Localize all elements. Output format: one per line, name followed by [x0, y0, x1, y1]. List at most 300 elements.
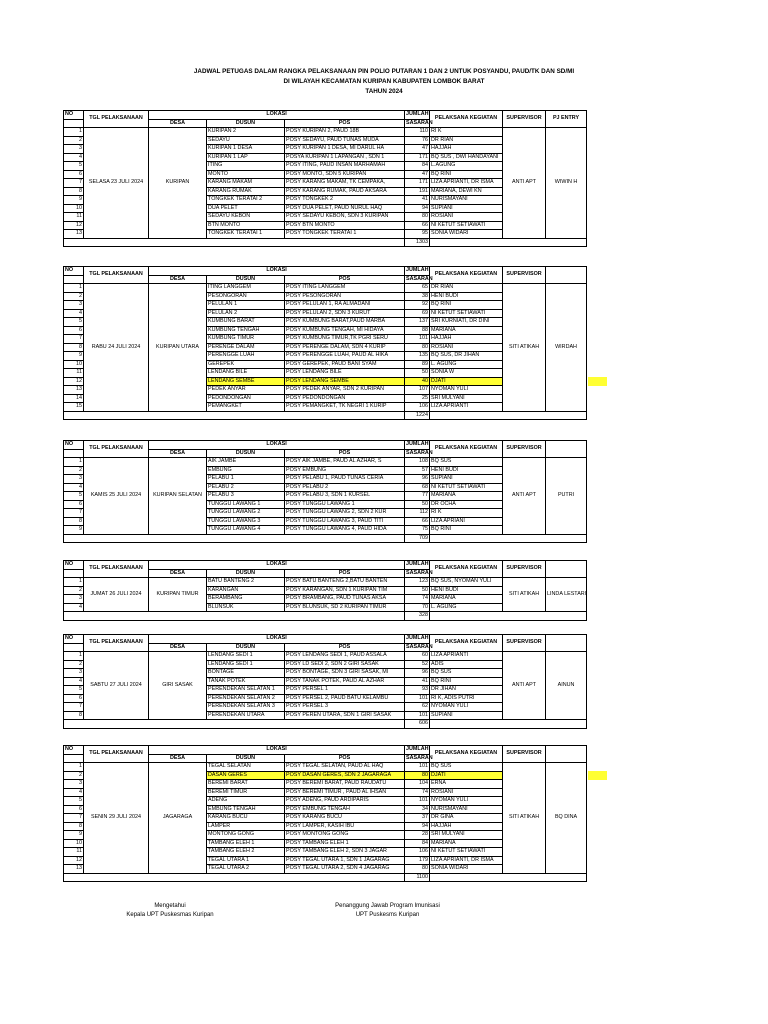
pos-cell: POSY PELABU 3, SDN 1 KURSEL: [285, 492, 405, 501]
supervisor-name: SITI ATIKAH: [503, 284, 546, 412]
row-no: 1: [64, 763, 84, 772]
sasaran-cell: 52: [405, 660, 430, 669]
dusun-cell: KARANGAN: [207, 586, 285, 595]
header-pelaksana: PELAKSANA KEGIATAN: [430, 267, 503, 284]
header-tgl: TGL PELAKSANAAN: [84, 635, 149, 652]
header-pos: POS: [285, 643, 405, 652]
pos-cell: POSY TUNGGU LAWANG 1: [285, 500, 405, 509]
row-no: 12: [64, 221, 84, 230]
header-tgl: TGL PELAKSANAAN: [84, 561, 149, 578]
sasaran-cell: 50: [405, 500, 430, 509]
row-no: 5: [64, 686, 84, 695]
header-no: NO: [64, 561, 84, 570]
sasaran-cell: 101: [405, 694, 430, 703]
pelaksana-cell: ROSIANI: [430, 213, 503, 222]
pelaksana-cell: HENI BUDI: [430, 292, 503, 301]
pelaksana-cell: RI K: [430, 128, 503, 137]
header-row: [64, 267, 587, 276]
pelaksana-cell: SRI MULYANI: [430, 394, 503, 403]
pj-entry-name: PUTRI: [546, 458, 587, 535]
sasaran-cell: 47: [405, 170, 430, 179]
dusun-cell: TUNGGU LAWANG 3: [207, 517, 285, 526]
dusun-cell: TONGKEK TERATAI 1: [207, 230, 285, 239]
sasaran-cell: 106: [405, 403, 430, 412]
dusun-cell: PELABU 3: [207, 492, 285, 501]
header-dusun: DUSUN: [207, 119, 285, 128]
footer-left-line-1: Mengetahui: [154, 903, 186, 909]
dusun-cell: MONTO: [207, 170, 285, 179]
pelaksana-cell: ROSIANI: [430, 788, 503, 797]
header-sasaran: SASARAN: [406, 119, 433, 126]
sasaran-cell: 96: [405, 669, 430, 678]
pelaksana-cell: NI KETUT SETIAWATI: [430, 848, 503, 857]
footer-right-line-1: Penanggung Jawab Program Imunisasi: [335, 903, 440, 909]
schedule-table-6: [63, 745, 587, 882]
sasaran-cell: 93: [405, 686, 430, 695]
header-dusun: DUSUN: [207, 449, 285, 458]
header-jumlah: JUMLAH: [406, 267, 429, 273]
total-row: [64, 534, 587, 543]
header-blank: [64, 449, 84, 458]
header-lokasi: LOKASI: [149, 441, 405, 450]
sasaran-cell: 171: [405, 179, 430, 188]
dusun-cell: TEGAL SELATAN: [207, 763, 285, 772]
pos-cell: POSY BRAMBANG, PAUD TUNAS AKSA: [285, 595, 405, 604]
total-blank-right: [430, 720, 587, 729]
pelaksana-cell: SUPIANI: [430, 475, 503, 484]
total-blank: [64, 534, 405, 543]
dusun-cell: PELULAN 2: [207, 309, 285, 318]
pos-cell: POSY MONTONG GONG: [285, 831, 405, 840]
schedule-table-2: [63, 266, 587, 420]
total-blank-right: [430, 534, 587, 543]
header-supervisor: SUPERVISOR: [503, 746, 546, 763]
pos-cell: POSY TAMBANG ELEH 1: [285, 839, 405, 848]
row-no: 4: [64, 603, 84, 612]
pj-entry-name: BQ DINA: [546, 763, 587, 874]
header-blank: [64, 275, 84, 284]
schedule-table-1: [63, 110, 587, 247]
header-tgl: TGL PELAKSANAAN: [84, 746, 149, 763]
pelaksana-cell: DR OCHA: [430, 500, 503, 509]
pelaksana-cell: HAJJAH: [430, 145, 503, 154]
pelaksana-cell: MARIANA: [430, 839, 503, 848]
total-sasaran: 1224: [405, 411, 430, 420]
row-no: 8: [64, 822, 84, 831]
total-sasaran: 709: [405, 534, 430, 543]
header-tgl: TGL PELAKSANAAN: [84, 441, 149, 458]
sasaran-cell: 65: [405, 284, 430, 293]
pelaksana-cell: BQ RINI: [430, 170, 503, 179]
pj-entry-name: AINUN: [546, 652, 587, 720]
dusun-cell: BTN MONTO: [207, 221, 285, 230]
pelaksana-cell: BQ RINI: [430, 526, 503, 535]
pos-cell: POSY KURIPAN 2, PAUD 18B: [285, 128, 405, 137]
dusun-cell: ITING LANGGEM: [207, 284, 285, 293]
dusun-cell: PELABU 1: [207, 475, 285, 484]
pelaksana-cell: LIZA APRIANTI, DR ISMA: [430, 856, 503, 865]
desa-name: KURIPAN UTARA: [149, 284, 207, 412]
row-no: 2: [64, 136, 84, 145]
pos-cell: POSY ADENG, PAUD ARDIPARIS: [285, 797, 405, 806]
sasaran-cell: 123: [405, 578, 430, 587]
row-no: 4: [64, 788, 84, 797]
row-no: 2: [64, 292, 84, 301]
row-no: 8: [64, 187, 84, 196]
sasaran-cell: 106: [405, 848, 430, 857]
sasaran-cell: 108: [405, 458, 430, 467]
dusun-cell: LENDANG SEMBE: [207, 377, 285, 386]
pj-entry-name: WIWIN H: [546, 128, 587, 239]
header-sasaran: SASARAN: [406, 449, 433, 456]
schedule-table-5: [63, 634, 587, 729]
pelaksana-cell: DR GINA: [430, 814, 503, 823]
pos-cell: POSY PEDEK ANYAR, SDN 2 KURIPAN: [285, 386, 405, 395]
pelaksana-cell: DR RIAN: [430, 284, 503, 293]
dusun-cell: TONGKEK TERATAI 2: [207, 196, 285, 205]
pelaksana-cell: SONIA WIDARI: [430, 865, 503, 874]
tgl-pelaksanaan: RABU 24 JULI 2024: [84, 284, 149, 412]
header-lokasi: LOKASI: [149, 111, 405, 120]
row-no: 7: [64, 703, 84, 712]
header-sasaran: SASARAN: [406, 754, 433, 761]
header-lokasi: LOKASI: [149, 267, 405, 276]
total-blank: [64, 238, 405, 247]
sasaran-cell: 60: [405, 652, 430, 661]
table-row: [64, 458, 587, 467]
sasaran-cell: 107: [405, 386, 430, 395]
dusun-cell: BLUNSUK: [207, 603, 285, 612]
pelaksana-cell: HENI BUDI: [430, 586, 503, 595]
row-no: 1: [64, 458, 84, 467]
total-blank: [64, 873, 405, 882]
pelaksana-cell: NURISMAYANI: [430, 196, 503, 205]
row-no: 2: [64, 466, 84, 475]
row-no: 4: [64, 309, 84, 318]
pelaksana-cell: NI KETUT SETIAWATI: [430, 309, 503, 318]
pos-cell: POSY TUNGGU LAWANG 3, PAUD TITI: [285, 517, 405, 526]
header-pelaksana: PELAKSANA KEGIATAN: [430, 635, 503, 652]
total-blank-right: [430, 873, 587, 882]
header-dusun: DUSUN: [207, 275, 285, 284]
sasaran-cell: 62: [405, 703, 430, 712]
row-no: 13: [64, 386, 84, 395]
header-blank: [64, 754, 84, 763]
row-no: 4: [64, 677, 84, 686]
dusun-cell: EMBUNG TENGAH: [207, 805, 285, 814]
total-sasaran: 606: [405, 720, 430, 729]
total-row: [64, 612, 587, 621]
pos-cell: POSY PELULAN 1, RA ALMADANI: [285, 301, 405, 310]
row-no: 3: [64, 301, 84, 310]
sasaran-cell: 47: [405, 145, 430, 154]
pelaksana-cell: L. AGUNG: [430, 603, 503, 612]
dusun-cell: KARANG MAKAM: [207, 179, 285, 188]
pos-cell: POSY LENDANG SEMBE: [285, 377, 405, 386]
dusun-cell: EMBUNG: [207, 466, 285, 475]
sasaran-cell: 50: [405, 586, 430, 595]
dusun-cell: PERENGE DALAM: [207, 343, 285, 352]
dusun-cell: LENDANG BILE: [207, 369, 285, 378]
dusun-cell: PELULAN 1: [207, 301, 285, 310]
pos-cell: POSY TEGAL UTARA 2, SDN 4 JAGARAG: [285, 865, 405, 874]
dusun-cell: BEREMI BARAT: [207, 780, 285, 789]
sasaran-cell: 101: [405, 797, 430, 806]
header-desa: DESA: [149, 643, 207, 652]
header-desa: DESA: [149, 119, 207, 128]
footer-right: [320, 902, 455, 920]
row-no: 6: [64, 326, 84, 335]
sasaran-cell: 66: [405, 221, 430, 230]
pelaksana-cell: LIZA APRIANTI: [430, 403, 503, 412]
dusun-cell: DUA PELET: [207, 204, 285, 213]
pelaksana-cell: NI KETUT SETIAWATI: [430, 221, 503, 230]
pelaksana-cell: MARIANA, DEWI KN: [430, 187, 503, 196]
row-no: 3: [64, 780, 84, 789]
header-no: NO: [64, 746, 84, 755]
row-no: 13: [64, 230, 84, 239]
sasaran-cell: 88: [405, 326, 430, 335]
pos-cell: POSY PERENGE DALAM, SDN 4 KURIP: [285, 343, 405, 352]
pos-cell: POSY PERENGGE LUAH, PAUD AL HIKA: [285, 352, 405, 361]
sasaran-cell: 74: [405, 595, 430, 604]
total-row: [64, 720, 587, 729]
header-row: [64, 441, 587, 450]
total-blank: [64, 411, 405, 420]
footer-left: [115, 902, 225, 920]
pos-cell: POSY ITING, PAUD INSAN MARHAMAH: [285, 162, 405, 171]
highlight-marker: [588, 771, 607, 780]
sasaran-cell: 101: [405, 763, 430, 772]
total-row: [64, 873, 587, 882]
header-tgl: TGL PELAKSANAAN: [84, 267, 149, 284]
pelaksana-cell: BQ SUS: [430, 458, 503, 467]
pelaksana-cell: RI K: [430, 509, 503, 518]
pos-cell: POSY TONGKEK 2: [285, 196, 405, 205]
sasaran-cell: 96: [405, 475, 430, 484]
pos-cell: POSY KARANG BUCU: [285, 814, 405, 823]
pos-cell: POSY EMBUNG TENGAH: [285, 805, 405, 814]
header-desa: DESA: [149, 275, 207, 284]
table-row: [64, 578, 587, 587]
supervisor-name: ANTI APT: [503, 128, 546, 239]
tgl-pelaksanaan: SENIN 29 JULI 2024: [84, 763, 149, 874]
sasaran-cell: 37: [405, 814, 430, 823]
row-no: 1: [64, 128, 84, 137]
title-line-2: DI WILAYAH KECAMATAN KURIPAN KABUPATEN LOMBOK BARAT: [283, 78, 485, 85]
pos-cell: POSY TUNGGU LAWANG 2, SDN 2 KUR: [285, 509, 405, 518]
row-no: 2: [64, 660, 84, 669]
row-no: 9: [64, 526, 84, 535]
desa-name: JAGARAGA: [149, 763, 207, 874]
pos-cell: POSY BEREMI TIMUR , PAUD AL IHSAN: [285, 788, 405, 797]
row-no: 6: [64, 170, 84, 179]
pos-cell: POSY KARANGAN, SDN 1 KURIPAN TIM: [285, 586, 405, 595]
supervisor-name: SITI ATIKAH: [503, 578, 546, 612]
dusun-cell: LENDANG SEDI 1: [207, 652, 285, 661]
header-row: [64, 746, 587, 755]
pelaksana-cell: DR JIHAN: [430, 686, 503, 695]
dusun-cell: TEGAL UTARA 1: [207, 856, 285, 865]
desa-name: KURIPAN SELATAN: [149, 458, 207, 535]
footer-right-line-2: UPT Puskesms Kuripan: [355, 912, 420, 918]
total-row: [64, 238, 587, 247]
row-no: 6: [64, 500, 84, 509]
sasaran-cell: 28: [405, 831, 430, 840]
header-pj-entry: [546, 441, 587, 458]
tgl-pelaksanaan: KAMIS 25 JULI 2024: [84, 458, 149, 535]
dusun-cell: KURIPAN 1 DESA: [207, 145, 285, 154]
dusun-cell: KUMBUNG TENGAH: [207, 326, 285, 335]
pelaksana-cell: L. AGUNG: [430, 360, 503, 369]
row-no: 4: [64, 483, 84, 492]
table-row: [64, 284, 587, 293]
row-no: 6: [64, 805, 84, 814]
row-no: 11: [64, 213, 84, 222]
sasaran-cell: 34: [405, 805, 430, 814]
total-sasaran: 328: [405, 612, 430, 621]
total-blank-right: [430, 612, 587, 621]
pos-cell: POSY SEDAYU KEBON, SDN 3 KURIPAN: [285, 213, 405, 222]
sasaran-cell: 70: [405, 603, 430, 612]
pos-cell: POSYA KURIPAN 1 LAPANGAN , SDN 1: [285, 153, 405, 162]
sasaran-cell: 110: [405, 128, 430, 137]
row-no: 3: [64, 595, 84, 604]
supervisor-name: ANTI APT: [503, 652, 546, 720]
pelaksana-cell: BQ SUS: [430, 763, 503, 772]
row-no: 1: [64, 284, 84, 293]
sasaran-cell: 66: [405, 517, 430, 526]
pelaksana-cell: LIZA APRIANTI, DR ISMA: [430, 179, 503, 188]
dusun-cell: MONTONG GONG: [207, 831, 285, 840]
pelaksana-cell: NYOMAN YULI: [430, 703, 503, 712]
sasaran-cell: 101: [405, 711, 430, 720]
header-no: NO: [64, 267, 84, 276]
dusun-cell: TUNGGU LAWANG 2: [207, 509, 285, 518]
pelaksana-cell: SONIA W: [430, 369, 503, 378]
total-blank: [64, 720, 405, 729]
dusun-cell: LAMPER: [207, 822, 285, 831]
row-no: 1: [64, 578, 84, 587]
dusun-cell: DASAN GERES: [207, 771, 285, 780]
pelaksana-cell: NYOMAN YULI: [430, 797, 503, 806]
total-blank-right: [430, 411, 587, 420]
header-row: [64, 111, 587, 120]
pos-cell: POSY GEREPEK, PAUD BANI SYAM: [285, 360, 405, 369]
row-no: 2: [64, 586, 84, 595]
header-pj-entry: [546, 746, 587, 763]
row-no: 7: [64, 335, 84, 344]
pos-cell: POSY DASAN GERES, SDN 2 JAGARAGA: [285, 771, 405, 780]
header-pos: POS: [285, 569, 405, 578]
header-pos: POS: [285, 119, 405, 128]
dusun-cell: BERAMBANG: [207, 595, 285, 604]
header-blank: [64, 643, 84, 652]
row-no: 12: [64, 377, 84, 386]
sasaran-cell: 69: [405, 309, 430, 318]
header-jumlah: JUMLAH: [406, 111, 429, 117]
row-no: 3: [64, 145, 84, 154]
header-pj-entry: [546, 267, 587, 284]
sasaran-cell: 41: [405, 196, 430, 205]
pelaksana-cell: SONIA WIDARI: [430, 230, 503, 239]
supervisor-name: ANTI APT: [503, 458, 546, 535]
title-line-1: JADWAL PETUGAS DALAM RANGKA PELAKSANAAN PIN POLIO PUTARAN 1 DAN 2 UNTUK POSYANDU, PAUD/TK DAN SD/MI: [193, 68, 575, 75]
pos-cell: POSY LAMPER, KASIH IBU: [285, 822, 405, 831]
highlight-marker: [588, 377, 607, 386]
dusun-cell: BATU BANTENG 2: [207, 578, 285, 587]
pos-cell: POSY PEMANGKET, TK NEGRI 1 KURIP: [285, 403, 405, 412]
pelaksana-cell: ERNA: [430, 780, 503, 789]
pelaksana-cell: RI K, ADIS PUTRI: [430, 694, 503, 703]
sasaran-cell: 80: [405, 343, 430, 352]
sasaran-cell: 84: [405, 839, 430, 848]
pos-cell: POSY BLUNSUK, SD 2 KURIPAN TIMUR: [285, 603, 405, 612]
pos-cell: POSY TEGAL SELATAN, PAUD AL HAQ: [285, 763, 405, 772]
pos-cell: POSY KUMBUNG TIMUR,TK PGRI SERU: [285, 335, 405, 344]
sasaran-cell: 92: [405, 301, 430, 310]
table-row: [64, 128, 587, 137]
sasaran-cell: 68: [405, 483, 430, 492]
pos-cell: POSY PELABU 2: [285, 483, 405, 492]
schedule-table-3: [63, 440, 587, 543]
pos-cell: POSY AIK JAMBE, PAUD AL AZHAR, S: [285, 458, 405, 467]
dusun-cell: BEREMI TIMUR: [207, 788, 285, 797]
pelaksana-cell: HENI BUDI: [430, 466, 503, 475]
pelaksana-cell: L.AGUNG: [430, 162, 503, 171]
header-dusun: DUSUN: [207, 754, 285, 763]
pos-cell: POSY PERSEL 1: [285, 686, 405, 695]
dusun-cell: PEDEK ANYAR: [207, 386, 285, 395]
header-sasaran: SASARAN: [406, 643, 433, 650]
total-sasaran: 1303: [405, 238, 430, 247]
header-blank: [64, 569, 84, 578]
pelaksana-cell: ADIS: [430, 660, 503, 669]
row-no: 7: [64, 814, 84, 823]
header-pelaksana: PELAKSANA KEGIATAN: [430, 441, 503, 458]
dusun-cell: PERENDEKAN UTARA: [207, 711, 285, 720]
title-line-3: TAHUN 2024: [365, 88, 403, 95]
row-no: 9: [64, 196, 84, 205]
pj-entry-name: LINDA LESTARI: [546, 578, 587, 612]
dusun-cell: TAMBANG ELEH 2: [207, 848, 285, 857]
pelaksana-cell: BQ RINI: [430, 301, 503, 310]
pelaksana-cell: BQ RINI: [430, 677, 503, 686]
pj-entry-name: WIRDAH: [546, 284, 587, 412]
pos-cell: POSY SEDAYU, PAUD TUNAS MUDA: [285, 136, 405, 145]
sasaran-cell: 74: [405, 788, 430, 797]
dusun-cell: SEDAYU: [207, 136, 285, 145]
tgl-pelaksanaan: JUMAT 26 JULI 2024: [84, 578, 149, 612]
row-no: 15: [64, 403, 84, 412]
sasaran-cell: 76: [405, 136, 430, 145]
row-no: 8: [64, 711, 84, 720]
pos-cell: POSY DUA PELET, PAUD NURUL HAQ: [285, 204, 405, 213]
header-dusun: DUSUN: [207, 643, 285, 652]
row-no: 10: [64, 839, 84, 848]
pos-cell: POSY LD SEDI 2, SDN 2 GIRI SASAK: [285, 660, 405, 669]
sasaran-cell: 89: [405, 360, 430, 369]
header-row: [64, 635, 587, 644]
dusun-cell: KURIPAN 1 LAP: [207, 153, 285, 162]
header-desa: DESA: [149, 569, 207, 578]
header-pj-entry: [546, 561, 587, 578]
row-no: 3: [64, 475, 84, 484]
row-no: 1: [64, 652, 84, 661]
header-no: NO: [64, 635, 84, 644]
pelaksana-cell: SUPIANI: [430, 204, 503, 213]
sasaran-cell: 94: [405, 822, 430, 831]
